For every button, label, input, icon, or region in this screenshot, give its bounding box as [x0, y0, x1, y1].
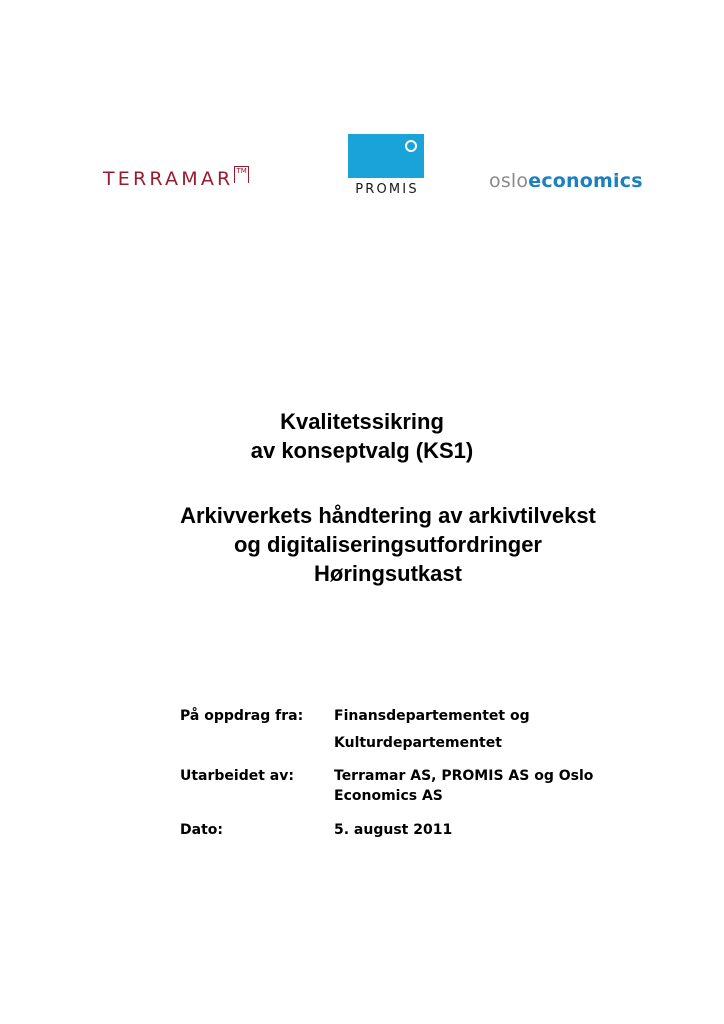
document-subtitle: [100, 501, 676, 588]
economics-logo-text: economics: [528, 170, 643, 192]
date-label: Dato:: [180, 822, 223, 838]
terramar-logo: [103, 166, 249, 192]
prepared-by-row: [180, 766, 660, 806]
commissioned-by-value: [334, 706, 660, 753]
title-line-1: Kvalitetssikring: [280, 409, 444, 434]
promis-circle-icon: [405, 140, 417, 152]
prepared-by-value: [334, 766, 660, 806]
commissioned-by-value-line-1: Finansdepartementet og: [334, 708, 530, 724]
title-line-2: av konseptvalg (KS1): [250, 438, 474, 463]
commissioned-by-row: [180, 706, 660, 753]
commissioned-by-label: På oppdrag fra:: [180, 708, 304, 724]
promis-logo: [348, 134, 426, 200]
document-metadata: [180, 706, 660, 840]
oslo-economics-logo: [489, 169, 643, 193]
prepared-by-label: Utarbeidet av:: [180, 768, 294, 784]
terramar-logo-text: TERRAMAR: [103, 168, 234, 190]
subtitle-line-3: Høringsutkast: [314, 561, 462, 586]
prepared-by-value-line-2: Economics AS: [334, 788, 443, 804]
oslo-logo-text: oslo: [489, 170, 529, 192]
subtitle-line-1: Arkivverkets håndtering av arkivtilvekst: [180, 503, 596, 528]
promis-logo-text: PROMIS: [355, 182, 419, 197]
promis-logo-square: [348, 134, 424, 178]
commissioned-by-value-line-2: Kulturdepartementet: [334, 735, 502, 751]
prepared-by-value-line-1: Terramar AS, PROMIS AS og Oslo: [334, 768, 594, 784]
date-value: 5. august 2011: [334, 822, 453, 838]
terramar-trademark: TM: [234, 166, 248, 183]
date-row: [180, 820, 660, 840]
subtitle-line-2: og digitaliseringsutfordringer: [233, 532, 542, 557]
document-title: [0, 407, 724, 465]
